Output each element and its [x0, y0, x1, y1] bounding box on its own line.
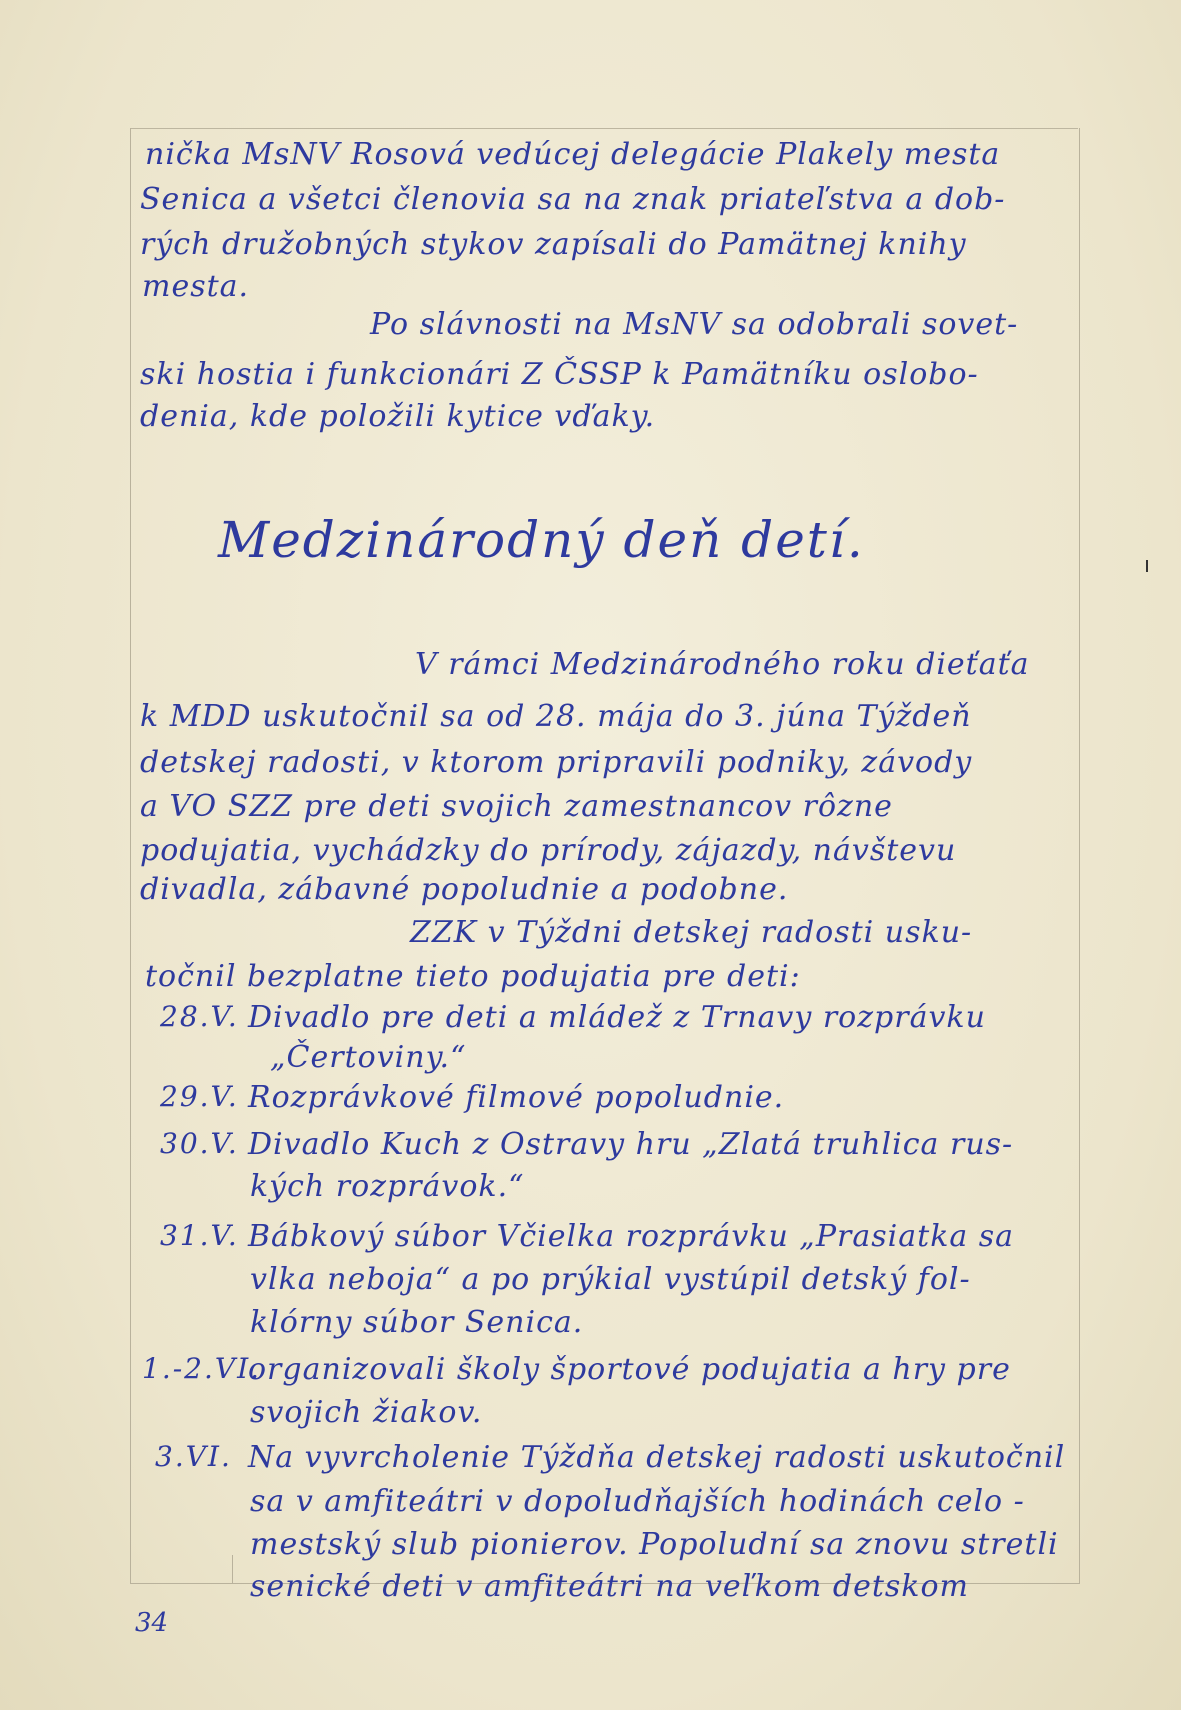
event-line: organizovali školy športové podujatia a hry pre	[248, 1352, 1011, 1387]
event-line: Rozprávkové filmové popoludnie.	[248, 1080, 785, 1115]
ink-mark	[1146, 560, 1148, 572]
event-line: mestský slub pionierov. Popoludní sa znovu stretli	[250, 1527, 1059, 1562]
text-line: točnil bezplatne tieto podujatia pre deti:	[145, 959, 801, 994]
text-line: detskej radosti, v ktorom pripravili podniky, závody	[140, 745, 973, 780]
event-line: Bábkový súbor Včielka rozprávku „Prasiatka sa	[248, 1219, 1015, 1254]
page-number: 34	[135, 1608, 169, 1638]
text-line: divadla, zábavné popoludnie a podobne.	[140, 872, 789, 907]
event-line: klórny súbor Senica.	[250, 1305, 584, 1340]
text-line: V rámci Medzinárodného roku dieťaťa	[415, 647, 1030, 682]
event-line: sa v amfiteátri v dopoludňajších hodinách celo -	[250, 1484, 1025, 1519]
gutter-rule	[232, 1555, 233, 1583]
text-line: podujatia, vychádzky do prírody, zájazdy, návštevu	[140, 833, 957, 868]
text-line: ZZK v Týždni detskej radosti usku-	[410, 915, 973, 950]
event-line: kých rozprávok.“	[250, 1169, 525, 1204]
text-line: nička MsNV Rosová vedúcej delegácie Plakely mesta	[145, 137, 1001, 172]
text-line: Senica a všetci členovia sa na znak priateľstva a dob-	[140, 182, 1006, 217]
event-date: 1.-2.VI.	[142, 1352, 262, 1385]
event-line: senické deti v amfiteátri na veľkom detskom	[250, 1569, 969, 1604]
event-line: Divadlo pre deti a mládež z Trnavy rozprávku	[248, 1000, 986, 1035]
text-line: a VO SZZ pre deti svojich zamestnancov rôzne	[140, 789, 893, 824]
text-line: Po slávnosti na MsNV sa odobrali sovet-	[370, 307, 1019, 342]
event-line: svojich žiakov.	[250, 1395, 483, 1430]
event-date: 3.VI.	[155, 1440, 232, 1473]
text-line: denia, kde položili kytice vďaky.	[140, 399, 656, 434]
text-line: ski hostia i funkcionári Z ČSSP k Pamätníku oslobo-	[140, 357, 979, 392]
event-date: 29.V.	[160, 1080, 239, 1113]
event-date: 30.V.	[160, 1127, 239, 1160]
text-line: k MDD uskutočnil sa od 28. mája do 3. júna Týždeň	[140, 699, 972, 734]
event-line: Divadlo Kuch z Ostravy hru „Zlatá truhlica rus-	[248, 1127, 1014, 1162]
event-line: „Čertoviny.“	[270, 1040, 467, 1075]
section-heading: Medzinárodný deň detí.	[218, 511, 865, 569]
event-date: 28.V.	[160, 1000, 239, 1033]
event-line: Na vyvrcholenie Týždňa detskej radosti uskutočnil	[248, 1440, 1066, 1475]
event-line: vlka neboja“ a po prýkial vystúpil detský fol-	[250, 1262, 971, 1297]
text-line: rých družobných stykov zapísali do Pamätnej knihy	[140, 227, 967, 262]
event-date: 31.V.	[160, 1219, 239, 1252]
text-line: mesta.	[142, 269, 250, 304]
